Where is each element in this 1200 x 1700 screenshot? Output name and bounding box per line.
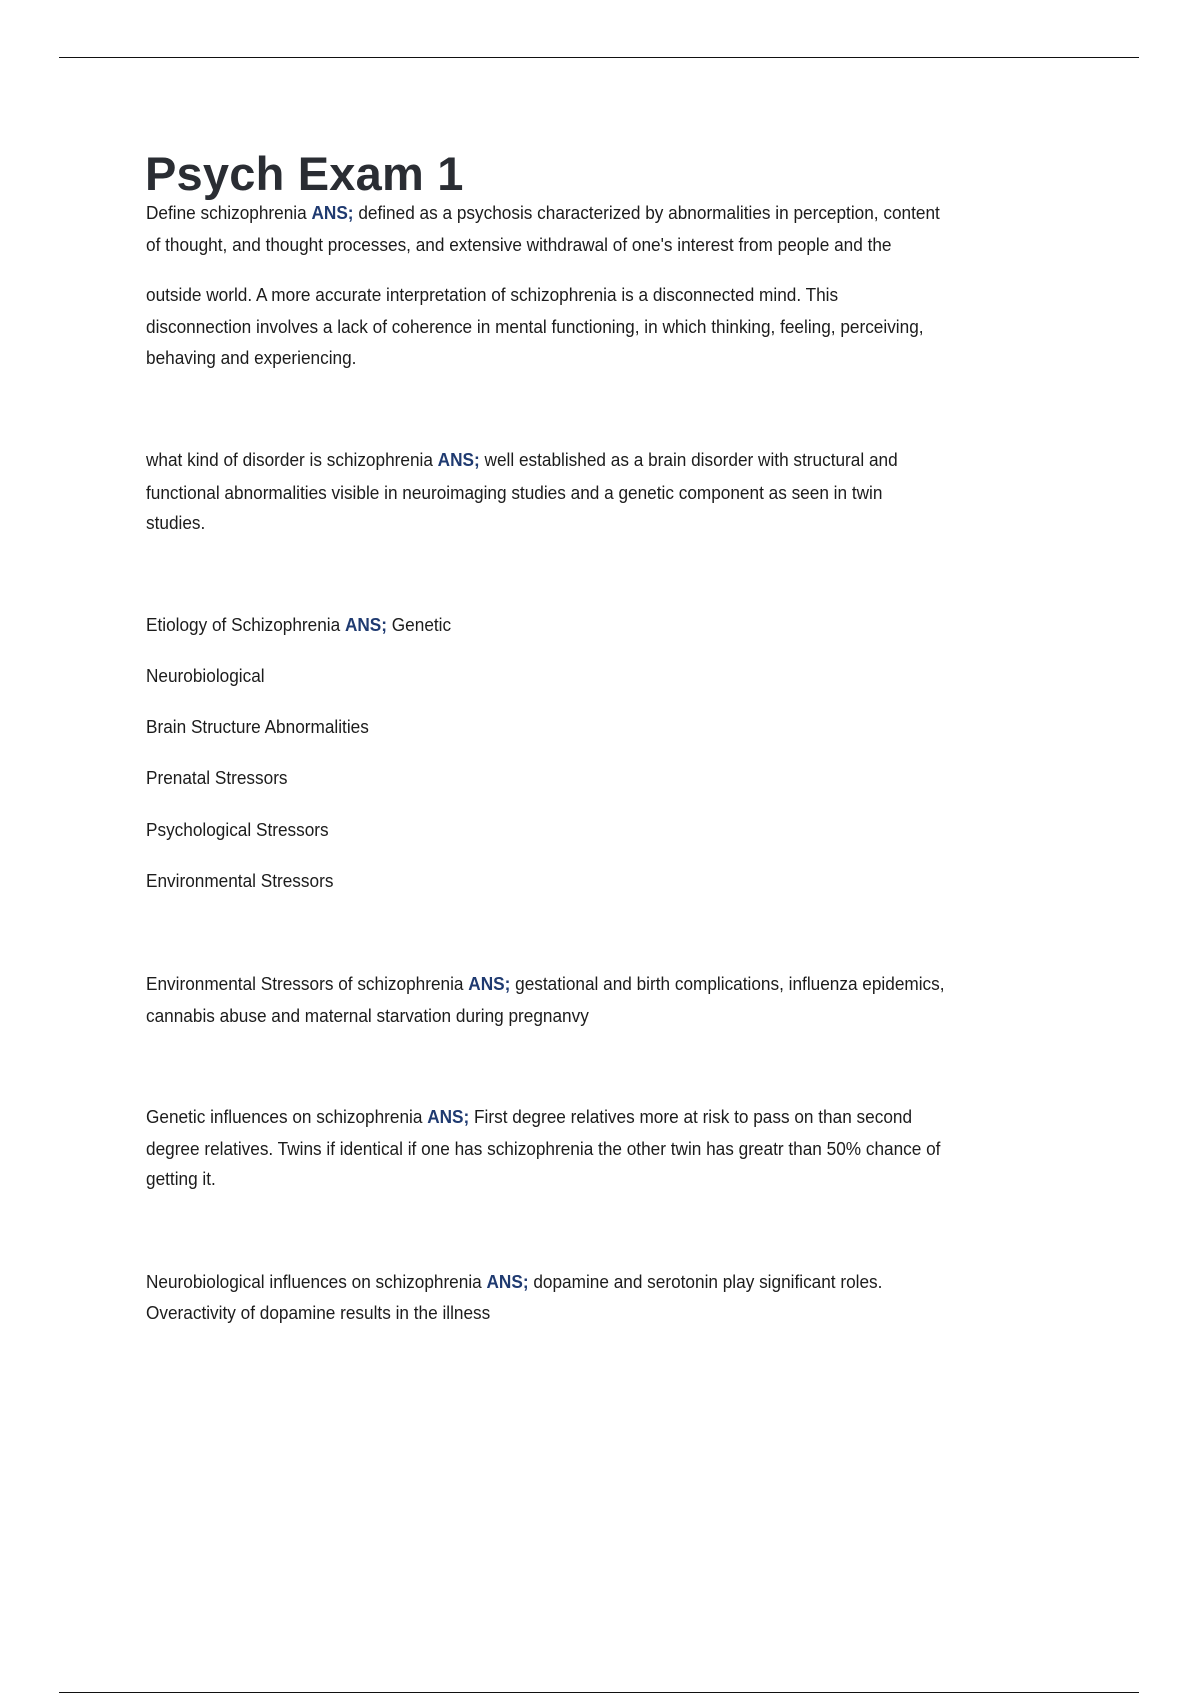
q3-line-1 <box>146 614 451 636</box>
q5-line-1 <box>146 1106 912 1128</box>
q2-line-1 <box>146 449 898 471</box>
ans-label: ANS; <box>427 1106 470 1127</box>
page-title: Psych Exam 1 <box>145 147 464 200</box>
q4-line-2: cannabis abuse and maternal starvation during pregnanvy <box>146 1005 589 1026</box>
answer-text: Genetic <box>387 614 452 635</box>
ans-label: ANS; <box>468 973 511 994</box>
q4-line-1 <box>146 973 945 995</box>
ans-label: ANS; <box>437 449 480 470</box>
q6-line-1 <box>146 1271 882 1293</box>
answer-text: well established as a brain disorder with structural and <box>479 449 898 470</box>
q1-line-2: of thought, and thought processes, and extensive withdrawal of one's interest from people and the <box>146 234 892 255</box>
q3-item: Prenatal Stressors <box>146 767 288 788</box>
question: Etiology of Schizophrenia <box>146 614 341 635</box>
q2-line-2: functional abnormalities visible in neuroimaging studies and a genetic component as seen in twin <box>146 482 883 503</box>
q3-item: Psychological Stressors <box>146 819 329 840</box>
q3-item: Brain Structure Abnormalities <box>146 716 369 737</box>
question: Define schizophrenia <box>146 202 307 223</box>
top-rule <box>59 57 1139 58</box>
ans-label: ANS; <box>486 1271 529 1292</box>
answer-text: defined as a psychosis characterized by abnormalities in perception, content <box>353 202 940 223</box>
q3-item: Neurobiological <box>146 665 265 686</box>
ans-label: ANS; <box>344 614 388 635</box>
q1-line-1 <box>146 202 940 224</box>
q5-line-2: degree relatives. Twins if identical if one has schizophrenia the other twin has greatr than 50% chance of <box>146 1138 941 1159</box>
q1-line-4: disconnection involves a lack of coherence in mental functioning, in which thinking, feeling, perceiving, <box>146 316 924 337</box>
answer-text: First degree relatives more at risk to pass on than second <box>469 1106 913 1127</box>
question: Genetic influences on schizophrenia <box>146 1106 423 1127</box>
answer-text: gestational and birth complications, influenza epidemics, <box>510 973 945 994</box>
question: Neurobiological influences on schizophrenia <box>146 1271 482 1292</box>
q1-line-3: outside world. A more accurate interpretation of schizophrenia is a disconnected mind. This <box>146 284 839 305</box>
q2-line-3: studies. <box>146 512 206 533</box>
ans-label: ANS; <box>311 202 354 223</box>
q6-line-2: Overactivity of dopamine results in the illness <box>146 1302 491 1323</box>
answer-text: dopamine and serotonin play significant roles. <box>528 1271 883 1292</box>
question: what kind of disorder is schizophrenia <box>146 449 433 470</box>
q1-line-5: behaving and experiencing. <box>146 347 357 368</box>
bottom-rule <box>59 1692 1139 1693</box>
question: Environmental Stressors of schizophrenia <box>146 973 464 994</box>
q5-line-3: getting it. <box>146 1168 216 1189</box>
q3-item: Environmental Stressors <box>146 870 334 891</box>
